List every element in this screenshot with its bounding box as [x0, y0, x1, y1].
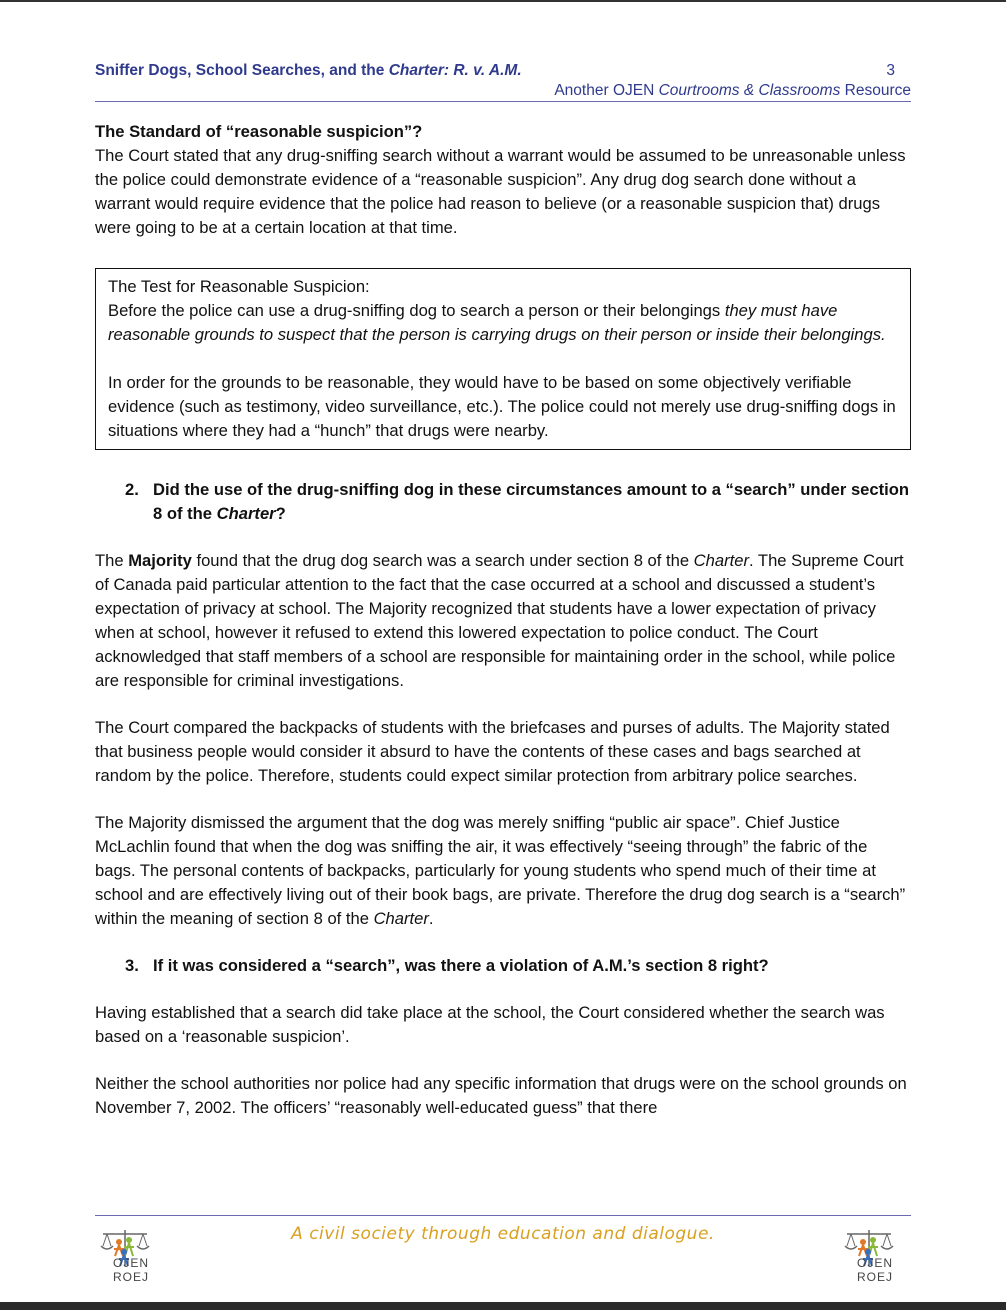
question-text: Did the use of the drug-sniffing dog in these circumstances amount to a “search” under section 8 of the — [153, 480, 910, 523]
section-heading: The Standard of “reasonable suspicion”? — [95, 122, 423, 141]
paragraph-backpacks: The Court compared the backpacks of students with the briefcases and purses of adults. The Majority stated that business people would consider it absurd to have the contents of these cases and bags searched at random by the police. Therefore, students could expect similar protection from arbitrary police searches. — [95, 718, 890, 785]
question-number: 3. — [125, 956, 139, 975]
footer-tagline: A civil society through education and dialogue. — [291, 1224, 715, 1244]
subtitle-prefix: Another OJEN — [554, 82, 659, 99]
logo-text: OJEN ROEJ — [856, 1256, 893, 1284]
subtitle-italic: Courtrooms & Classrooms — [658, 82, 841, 99]
text-run: found that the drug dog search was a search under section 8 of the — [191, 551, 694, 570]
bottom-border — [0, 1302, 1006, 1310]
question-2 — [95, 478, 911, 526]
question-italic: Charter — [216, 504, 276, 523]
document-title — [95, 62, 522, 80]
callout-paragraph-2: In order for the grounds to be reasonable, they would have to be based on some objectively verifiable evidence (such as testimony, video surveillance, etc.). The police could not merely use drug-sniffing dogs in situations where they had a “hunch” that drugs were nearby. — [108, 373, 896, 440]
logo-text: OJEN ROEJ — [112, 1256, 149, 1284]
text-run: The Majority dismissed the argument that the dog was merely sniffing “public air space”. Chief Justice McLachlin found that when the dog was sniffing the air, it was effectively “seeing through” the fabric of the bags. The personal contents of backpacks, particularly for young students who spend much of their time at school and are effectively living out of their book bags, are private. Therefore the drug dog search is a “search” within the meaning of section 8 of the — [95, 813, 906, 928]
paragraph-air-space — [95, 811, 911, 931]
text-run: . The Supreme Court of Canada paid particular attention to the fact that the case occurred at a school and discussed a student’s expectation of privacy at school. The Majority recognized that students have a lower expectation of privacy when at school, however it refused to extend this lowered expectation to police conduct. The Court acknowledged that staff members of a school are responsible for maintaining order in the school, while police are responsible for criminal investigations. — [95, 551, 904, 690]
question-number: 2. — [125, 480, 139, 499]
paragraph-majority — [95, 549, 911, 693]
top-border — [0, 0, 1006, 2]
paragraph-neither: Neither the school authorities nor police had any specific information that drugs were on the school grounds on November 7, 2002. The officers’ “reasonably well-educated guess” that there — [95, 1074, 907, 1117]
section-reasonable-suspicion — [95, 120, 911, 240]
italic-run: Charter — [693, 551, 750, 570]
page-header — [95, 58, 911, 82]
bold-run: Majority — [128, 551, 192, 570]
page-number: 3 — [886, 62, 895, 79]
question-suffix: ? — [275, 504, 286, 523]
document-page — [95, 58, 911, 1120]
question-text: If it was considered a “search”, was there a violation of A.M.’s section 8 right? — [153, 956, 769, 975]
page-footer — [95, 1215, 911, 1296]
ojen-logo-left — [95, 1226, 167, 1284]
section-paragraph: The Court stated that any drug-sniffing search without a warrant would be assumed to be unreasonable unless the police could demonstrate evidence of a “reasonable suspicion”. Any drug dog search done without a warrant would require evidence that the police had reason to believe (or a reasonable suspicion that) drugs were going to be at a certain location at that time. — [95, 146, 906, 237]
question-3 — [95, 954, 911, 978]
test-callout-box — [95, 268, 911, 450]
italic-run: Charter — [373, 909, 429, 928]
callout-heading: The Test for Reasonable Suspicion: — [108, 277, 370, 296]
callout-p1-italic: they must have reasonable grounds to suspect that the person is carrying drugs on their person or inside their belongings. — [108, 301, 886, 344]
title-prefix: Sniffer Dogs, School Searches, and the — [95, 62, 389, 79]
callout-paragraph-1 — [108, 299, 898, 347]
document-body — [95, 120, 911, 1120]
callout-p1-plain: Before the police can use a drug-sniffing dog to search a person or their belongings — [108, 301, 725, 320]
subtitle-suffix: Resource — [840, 82, 911, 99]
text-run: . — [428, 909, 434, 928]
text-run: The — [95, 551, 129, 570]
ojen-logo-right — [839, 1226, 911, 1284]
paragraph-established: Having established that a search did take place at the school, the Court considered whether the search was based on a ‘reasonable suspicion’. — [95, 1003, 885, 1046]
header-subtitle — [95, 82, 911, 102]
title-italic: Charter: R. v. A.M. — [388, 62, 522, 79]
